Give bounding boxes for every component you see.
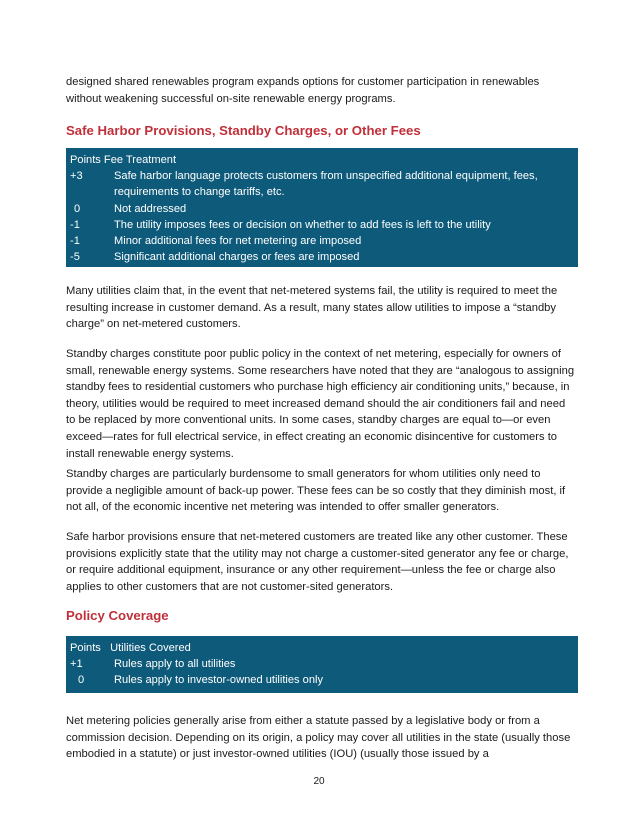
page-number: 20 bbox=[313, 776, 325, 787]
table-row bbox=[70, 656, 572, 672]
row-points: +3 bbox=[70, 170, 83, 183]
table-row bbox=[70, 168, 572, 200]
table-header: Points Fee Treatment bbox=[70, 154, 177, 166]
row-description: Rules apply to investor-owned utilities only bbox=[114, 674, 324, 687]
row-description: Safe harbor language protects customers from unspecified additional equipment, fees, requirements to change tariffs, etc. bbox=[114, 170, 538, 199]
table-row bbox=[70, 217, 572, 233]
row-points: -5 bbox=[70, 251, 80, 264]
row-points: -1 bbox=[70, 235, 80, 248]
table-row bbox=[70, 672, 572, 688]
table-row bbox=[70, 249, 572, 265]
intro-paragraph: designed shared renewables program expands options for customer participation in renewables without weakening successful on-site renewable energy programs. bbox=[66, 76, 540, 105]
row-description: Significant additional charges or fees are imposed bbox=[114, 251, 360, 264]
row-description: Rules apply to all utilities bbox=[114, 658, 236, 671]
row-points: -1 bbox=[70, 218, 80, 231]
body-paragraph: Standby charges constitute poor public policy in the context of net metering, especially for owners of small, renewable energy systems. Some researchers have noted that they are “analogous to assigning standby fees to residential customers who purchase high efficiency air conditioning units,” because, in theory, utilities would be required to meet increased demand should the air conditioners fail and need to be replaced by more conventional units. In some cases, standby charges are equal to—or even exceed—rates for full electrical service, in effect creating an economic disincentive for customers to install renewable energy systems. bbox=[66, 348, 575, 460]
section-heading-safe-harbor: Safe Harbor Provisions, Standby Charges, or Other Fees bbox=[66, 123, 421, 138]
body-paragraph: Net metering policies generally arise from either a statute passed by a legislative body or from a commission decision. Depending on its origin, a policy may cover all utilities in the state (usually those embodied in a statute) or just investor-owned utilities (IOU) (usually those issued by a bbox=[66, 715, 571, 761]
row-description: Minor additional fees for net metering are imposed bbox=[114, 235, 362, 248]
table-header: Points Utilities Covered bbox=[70, 642, 191, 654]
row-points: 0 bbox=[78, 674, 85, 687]
section-heading-policy-coverage: Policy Coverage bbox=[66, 608, 169, 623]
row-description: The utility imposes fees or decision on whether to add fees is left to the utility bbox=[114, 218, 491, 231]
fee-treatment-table bbox=[66, 148, 578, 267]
body-paragraph: Many utilities claim that, in the event that net-metered systems fail, the utility is required to meet the resulting increase in customer demand. As a result, many states allow utilities to impose a “standby charge” on net-metered customers. bbox=[66, 285, 558, 331]
policy-coverage-table bbox=[66, 636, 578, 693]
table-row bbox=[70, 201, 572, 217]
table-row bbox=[70, 233, 572, 249]
body-paragraph: Safe harbor provisions ensure that net-metered customers are treated like any other customer. These provisions explicitly state that the utility may not charge a customer-sited generator any fee or charge, or require additional equipment, insurance or any other requirement—unless the fee or charge also applies to other customers that are not customer-sited generators. bbox=[66, 531, 569, 593]
row-points: +1 bbox=[70, 658, 83, 671]
body-paragraph: Standby charges are particularly burdensome to small generators for whom utilities only need to provide a negligible amount of back-up power. These fees can be so costly that they diminish most, if not all, of the economic incentive net metering was intended to offer smaller generators. bbox=[66, 468, 566, 514]
row-points: 0 bbox=[74, 202, 81, 215]
row-description: Not addressed bbox=[114, 202, 187, 215]
